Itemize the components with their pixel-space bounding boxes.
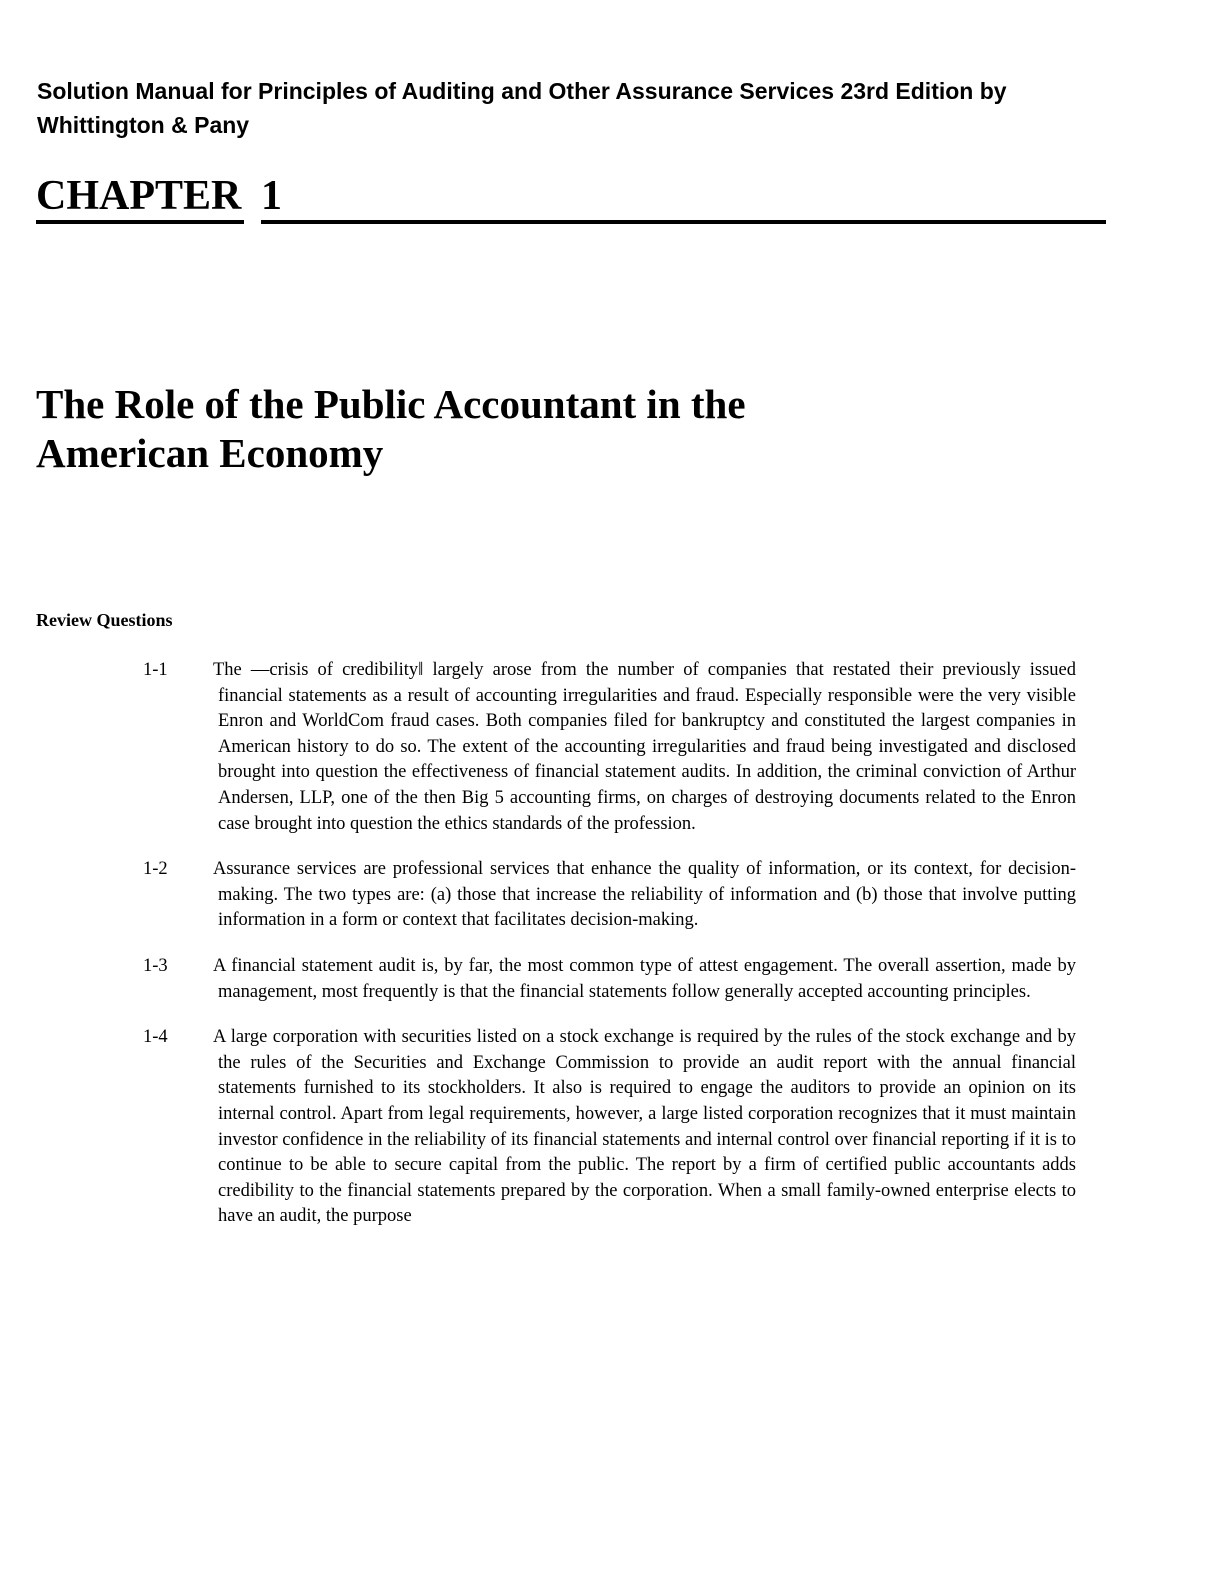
header-line-2: Whittington & Pany (37, 112, 250, 138)
list-item (0, 1025, 1224, 1230)
question-number: 1-1 (143, 660, 168, 680)
question-number: 1-4 (143, 1027, 168, 1048)
question-answer-text: A large corporation with securities listed on a stock exchange is required by the rules of the stock exchange and by the rules of the Securities and Exchange Commission to provide an audit report with the annual financial statements furnished to its stockholders. It also is required to engage the auditors to provide an opinion on its internal control. Apart from legal requirements, however, a large listed corporation recognizes that it must maintain investor confidence in the reliability of its financial statements and internal control over financial reporting if it is to continue to be able to secure capital from the public. The report by a firm of certified public accountants adds credibility to the financial statements prepared by the corporation. When a small family-owned enterprise elects to have an audit, the purpose (213, 1027, 1076, 1227)
review-questions-list (0, 658, 1224, 1250)
question-number: 1-3 (143, 955, 168, 976)
list-item (0, 857, 1224, 934)
list-item (0, 954, 1224, 1005)
question-number: 1-2 (143, 859, 168, 880)
header-line-1: Solution Manual for Principles of Auditing and Other Assurance Services 23rd Edition by (37, 78, 1007, 104)
chapter-heading (36, 172, 1116, 224)
list-item (0, 658, 1224, 837)
chapter-label: CHAPTER (36, 172, 244, 224)
chapter-number: 1 (261, 172, 1106, 224)
question-answer-text: A financial statement audit is, by far, the most common type of attest engagement. The overall assertion, made by management, most frequently is that the financial statements follow generally accepted accounting principles. (213, 955, 1076, 1002)
question-answer-text: Assurance services are professional services that enhance the quality of information, or its context, for decision-making. The two types are: (a) those that increase the reliability of information and (b) those that involve putting information in a form or context that facilitates decision-making. (213, 859, 1076, 931)
chapter-title-line-1: The Role of the Public Accountant in the (36, 381, 746, 427)
section-heading: Review Questions (36, 610, 173, 630)
chapter-title (36, 380, 936, 478)
question-answer-text: The —crisis of credibility‖ largely arose from the number of companies that restated their previously issued financial statements as a result of accounting irregularities and fraud. Especially responsible were the very visible Enron and WorldCom fraud cases. Both companies filed for bankruptcy and constituted the largest companies in American history to do so. The extent of the accounting irregularities and fraud being investigated and disclosed brought into question the effectiveness of financial statement audits. In addition, the criminal conviction of Arthur Andersen, LLP, one of the then Big 5 accounting firms, on charges of destroying documents related to the Enron case brought into question the ethics standards of the profession. (213, 660, 1076, 834)
chapter-title-line-2: American Economy (36, 430, 384, 476)
document-header (37, 74, 1137, 142)
